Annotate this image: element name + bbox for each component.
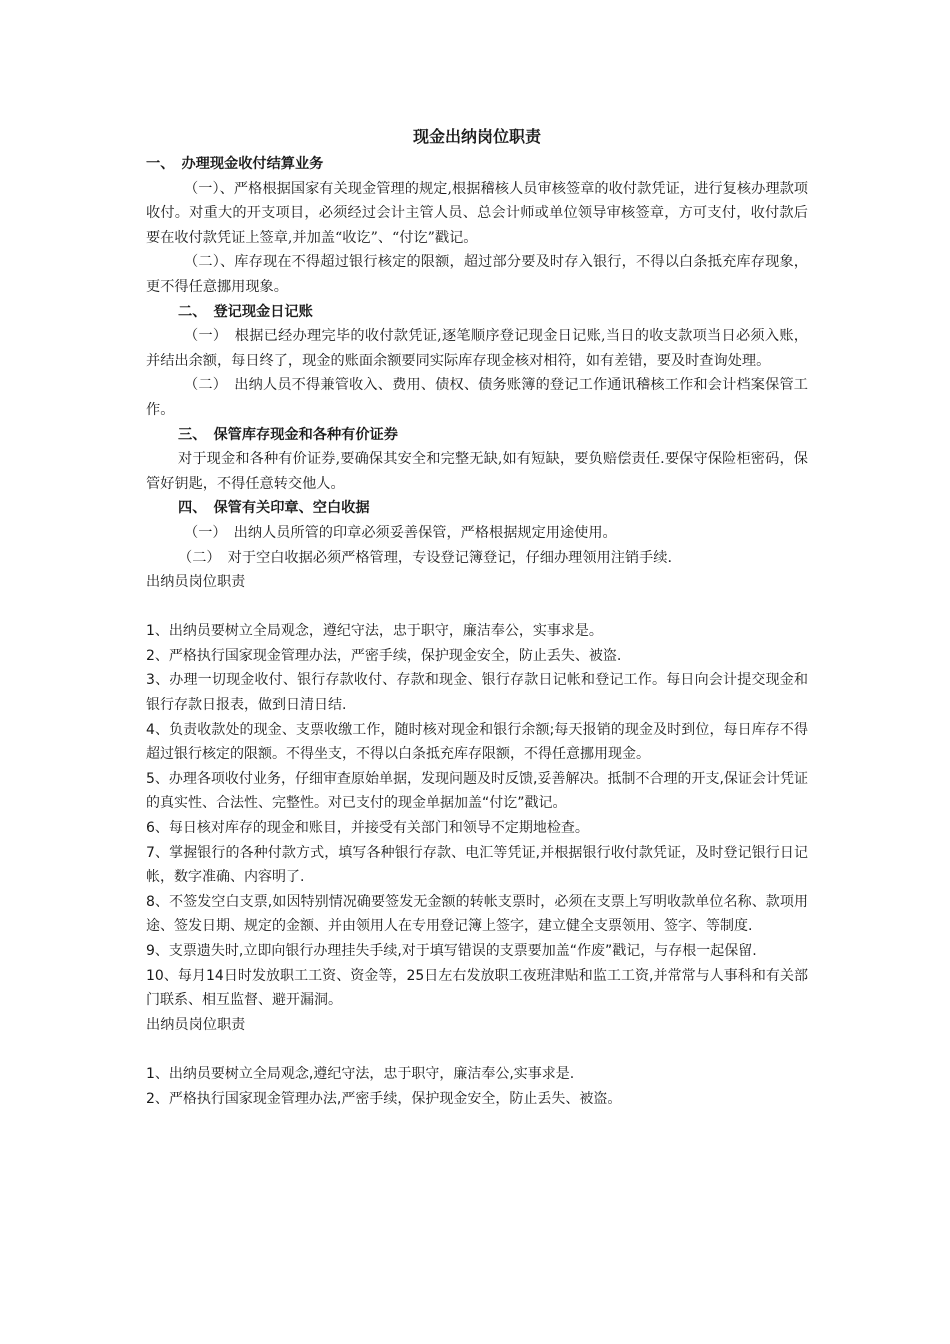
list-item: 1、出纳员要树立全局观念,遵纪守法，忠于职守，廉洁奉公,实事求是. xyxy=(146,1065,575,1082)
list-item: 5、办理各项收付业务，仔细审查原始单据，发现问题及时反馈,妥善解决。抵制不合理的开支,保证会计凭证的真实性、合法性、完整性。对已支付的现金单据加盖“付讫”戳记。 xyxy=(146,770,808,812)
section-1-heading: 一、 办理现金收付结算业务 xyxy=(146,156,324,172)
section-3-heading: 三、 保管库存现金和各种有价证券 xyxy=(178,426,398,443)
document-body xyxy=(146,152,808,1111)
list-item: 2、严格执行国家现金管理办法,严密手续，保护现金安全，防止丢失、被盗。 xyxy=(146,1090,622,1107)
list-item: 1、出纳员要树立全局观念，遵纪守法，忠于职守，廉洁奉公，实事求是。 xyxy=(146,623,603,640)
section-2-paragraph-2: （二） 出纳人员不得兼管收入、费用、债权、债务账簿的登记工作通讯稽核工作和会计档案保管工作。 xyxy=(146,377,808,418)
list-item: 6、每日核对库存的现金和账目，并接受有关部门和领导不定期地检查。 xyxy=(146,820,589,837)
section-2-heading: 二、 登记现金日记账 xyxy=(178,303,313,320)
list-item: 7、掌握银行的各种付款方式，填写各种银行存款、电汇等凭证,并根据银行收付款凭证，及时登记银行日记帐，数字准确、内容明了. xyxy=(146,844,808,886)
section-4-heading: 四、 保管有关印章、空白收据 xyxy=(178,500,370,517)
list-item: 10、每月14日时发放职工工资、资金等，25日左右发放职工夜班津贴和监工工资,并常常与人事科和有关部门联系、相互监督、避开漏洞。 xyxy=(146,967,808,1009)
part-3-heading: 出纳员岗位职责 xyxy=(146,1016,246,1033)
list-item: 9、支票遗失时,立即向银行办理挂失手续,对于填写错误的支票要加盖“作废”戳记，与存根一起保留. xyxy=(146,943,757,959)
blank-line xyxy=(146,595,808,620)
list-item: 4、负责收款处的现金、支票收缴工作，随时核对现金和银行余额;每天报销的现金及时到位，每日库存不得超过银行核定的限额。不得坐支，不得以白条抵充库存限额，不得任意挪用现金。 xyxy=(146,721,808,763)
section-2-paragraph-1: （一） 根据已经办理完毕的收付款凭证,逐笔顺序登记现金日记账,当日的收支款项当日必须入账，并结出余额，每日终了，现金的账面余额要同实际库存现金核对相符，如有差错，要及时查询处理。 xyxy=(146,328,808,369)
list-item: 8、不签发空白支票,如因特别情况确要签发无金额的转帐支票时，必须在支票上写明收款单位名称、款项用途、签发日期、规定的金额、并由领用人在专用登记簿上签字，建立健全支票领用、签字、等制度. xyxy=(146,893,808,935)
section-3-paragraph-1: 对于现金和各种有价证券,要确保其安全和完整无缺,如有短缺，要负赔偿责任.要保守保险柜密码，保管好钥匙，不得任意转交他人。 xyxy=(146,451,808,492)
section-4-paragraph-2: （二） 对于空白收据必须严格管理，专设登记簿登记，仔细办理领用注销手续. xyxy=(178,549,672,566)
list-item: 2、严格执行国家现金管理办法，严密手续，保护现金安全，防止丢失、被盗. xyxy=(146,647,622,664)
list-item: 3、办理一切现金收付、银行存款收付、存款和现金、银行存款日记帐和登记工作。每日向会计提交现金和银行存款日报表，做到日清日结. xyxy=(146,672,808,714)
section-1-paragraph-1: （一）、严格根据国家有关现金管理的规定,根据稽核人员审核签章的收付款凭证，进行复核办理款项收付。对重大的开支项目，必须经过会计主管人员、总会计师或单位领导审核签章，方可支付，收付款后要在收付款凭证上签章,并加盖“收讫”、“付讫”戳记。 xyxy=(146,180,808,246)
section-4-paragraph-1: （一） 出纳人员所管的印章必须妥善保管，严格根据规定用途使用。 xyxy=(184,524,617,541)
section-1-paragraph-2: （二）、库存现在不得超过银行核定的限额，超过部分要及时存入银行，不得以白条抵充库存现象，更不得任意挪用现象。 xyxy=(146,254,808,295)
part-2-heading: 出纳员岗位职责 xyxy=(146,574,246,591)
blank-line xyxy=(146,1037,808,1062)
document-title: 现金出纳岗位职责 xyxy=(412,127,541,146)
